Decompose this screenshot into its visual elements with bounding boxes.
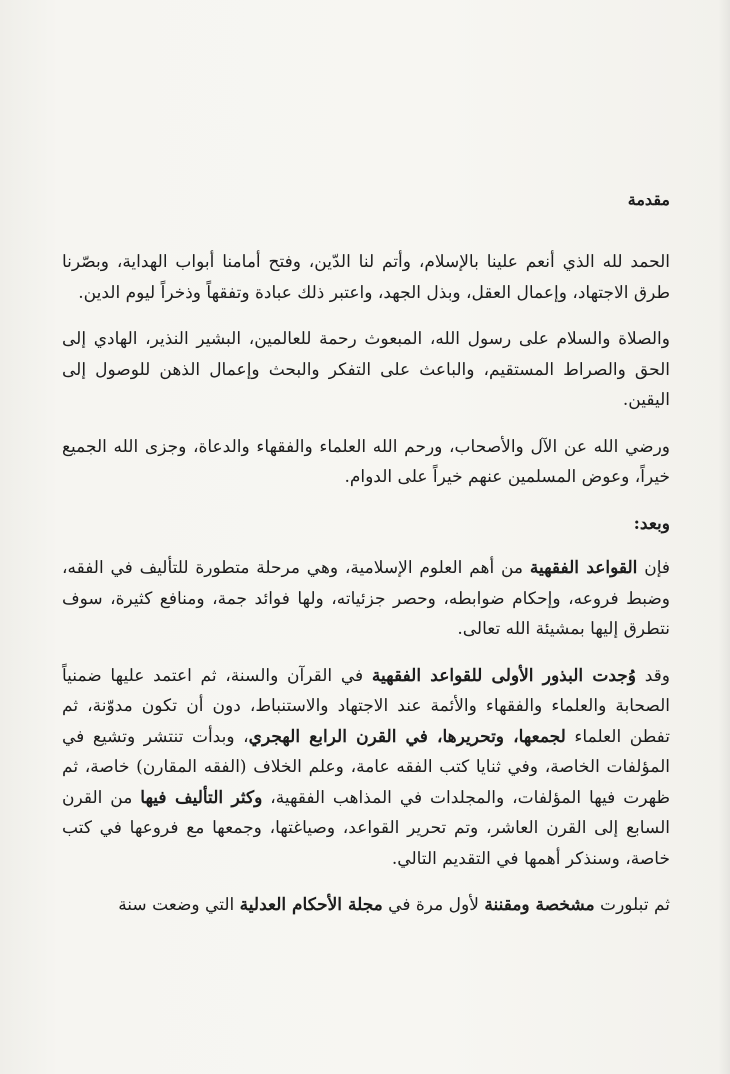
- paragraph-text: لأول مرة في: [382, 895, 485, 915]
- paragraph-salutation: [62, 324, 670, 416]
- paragraph-text: في القرآن والسنة، ثم اعتمد عليها ضمنياً الصحابة والعلماء والفقهاء والأئمة عند الاجتهاد والاستنباط، دون أن تكون مدوّنة، ثم تفطن العلماء: [62, 665, 670, 747]
- transition-text: وبعد:: [633, 513, 670, 534]
- paragraph-text: ، وبدأت تنتشر وتشيع في المؤلفات الخاصة، وفي ثنايا كتب الفقه عامة، وعلم الخلاف (الفقه المقارن) خاصة، ثم ظهرت فيها المؤلفات، والمجلدات في المذاهب الفقهية،: [62, 726, 670, 808]
- page-heading: مقدمة: [627, 190, 670, 209]
- paragraph-text: وقد: [636, 665, 670, 686]
- bold-term: لجمعها، وتحريرها، في القرن الرابع الهجري: [248, 726, 566, 747]
- paragraph-text: فإن: [637, 558, 671, 578]
- paragraph-transition: [62, 509, 670, 540]
- paragraph-qawaid-history: [62, 661, 670, 875]
- bold-term: مشخصة ومقننة: [484, 895, 595, 915]
- paragraph-text: التي وضعت سنة: [118, 895, 240, 915]
- paragraph-praise: [62, 247, 670, 308]
- page-edge-shadow: [718, 0, 730, 1074]
- bold-term: وكثر التأليف فيها: [140, 787, 263, 808]
- paragraph-majalla: [62, 890, 670, 921]
- page-content: [62, 190, 670, 937]
- paragraph-text: الحمد لله الذي أنعم علينا بالإسلام، وأتم لنا الدّين، وفتح أمامنا أبواب الهداية، وبصّرنا طرق الاجتهاد، وإعمال العقل، وبذل الجهد، واعتبر ذلك عبادة وتفقهاً وذخراً ليوم الدين.: [62, 252, 670, 303]
- bold-term: مجلة الأحكام العدلية: [239, 895, 383, 915]
- paragraph-text: من القرن السابع إلى القرن العاشر، وتم تحرير القواعد، وصياغتها، وجمعها مع فروعها في كتب خاصة، وسنذكر أهمها في التقديم التالي.: [62, 787, 670, 869]
- paragraph-blessing: [62, 432, 670, 493]
- bold-term: القواعد الفقهية: [529, 558, 638, 578]
- paragraph-qawaid-importance: [62, 553, 670, 645]
- bold-term: وُجدت البذور الأولى للقواعد الفقهية: [371, 665, 637, 686]
- paragraph-text: والصلاة والسلام على رسول الله، المبعوث رحمة للعالمين، البشير النذير، الهادي إلى الحق والصراط المستقيم، والباعث على التفكر والبحث وإعمال الذهن للوصول إلى اليقين.: [62, 329, 670, 410]
- paragraph-text: ورضي الله عن الآل والأصحاب، ورحم الله العلماء والفقهاء والدعاة، وجزى الله الجميع خيراً، وعوض المسلمين عنهم خيراً على الدوام.: [62, 436, 670, 487]
- paragraph-text: من أهم العلوم الإسلامية، وهي مرحلة متطورة للتأليف في الفقه، وضبط فروعه، وإحكام ضوابطه، وحصر جزئياته، ولها فوائد جمة، ومنافع كثيرة، سوف نتطرق إليها بمشيئة الله تعالى.: [62, 558, 670, 639]
- paragraph-text: ثم تبلورت: [594, 895, 670, 915]
